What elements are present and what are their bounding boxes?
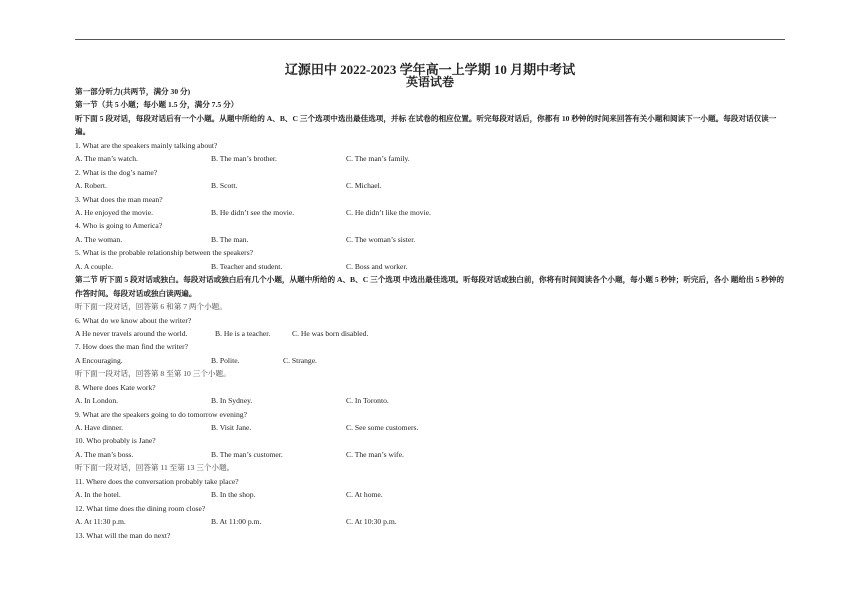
- options-5: [75, 260, 787, 273]
- option-11c: C. At home.: [346, 490, 383, 500]
- options-8: [75, 394, 787, 407]
- option-6b: B. He is a teacher.: [215, 328, 271, 338]
- option-2c: C. Michael.: [346, 181, 382, 191]
- option-3a: A. He enjoyed the movie.: [75, 207, 154, 217]
- options-11: [75, 488, 787, 501]
- option-7a: A Encouraging.: [75, 355, 123, 365]
- section1-instructions: 听下面 5 段对话，每段对话后有一个小题。从题中所给的 A、B、C 三个选项中选出最佳选项，并标 在试卷的相应位置。听完每段对话后，你都有 10 秒钟的时间来回答有关小题和阅读下一小题。每段对话仅读一遍。: [75, 113, 777, 137]
- section1-heading: 第一节（共 5 小题；每小题 1.5 分，满分 7.5 分）: [75, 100, 239, 110]
- options-6: [75, 327, 787, 340]
- options-10: [75, 448, 787, 461]
- question-5: 5. What is the probable relationship between the speakers?: [75, 248, 254, 258]
- question-6: 6. What do we know about the writer?: [75, 315, 192, 325]
- listening-note-3: 听下面一段对话，回答第 11 至第 13 三个小题。: [75, 463, 235, 473]
- question-4: 4. Who is going to America?: [75, 221, 163, 231]
- option-9b: B. Visit Jane.: [211, 423, 252, 432]
- option-6c: C. He was born disabled.: [292, 328, 369, 338]
- exam-content: [75, 85, 787, 542]
- option-7c: C. Strange.: [283, 355, 317, 365]
- option-3b: B. He didn’t see the movie.: [211, 207, 295, 217]
- option-10a: A. The man’s boss.: [75, 449, 134, 459]
- question-10: 10. Who probably is Jane?: [75, 436, 156, 446]
- question-8: 8. Where does Kate work?: [75, 382, 156, 392]
- option-5b: B. Teacher and student.: [211, 261, 283, 271]
- section2-instructions: 第二节 听下面 5 段对话或独白。每段对话或独白后有几个小题，从题中所给的 A、B、C 三个选项 中选出最佳选项。听每段对话或独白前，你将有时间阅读各个小题，每小题 5 秒钟；听完后，各小 题给出 5 秒钟的作答时间。每段对话或独白读两遍。: [75, 275, 784, 298]
- exam-subtitle: 英语试卷: [405, 75, 454, 89]
- option-1c: C. The man’s family.: [346, 154, 410, 164]
- option-7b: B. Polite.: [211, 355, 240, 365]
- option-6a: A He never travels around the world.: [75, 328, 188, 338]
- option-5a: A. A couple.: [75, 261, 113, 271]
- option-4a: A. The woman.: [75, 234, 123, 244]
- listening-note-1: 听下面一段对话，回答第 6 和第 7 两个小题。: [75, 302, 227, 312]
- option-5c: C. Boss and worker.: [346, 261, 408, 271]
- option-1a: A. The man’s watch.: [75, 154, 138, 164]
- option-1b: B. The man’s brother.: [211, 154, 277, 164]
- option-2b: B. Scott.: [211, 181, 238, 191]
- option-4b: B. The man.: [211, 234, 249, 244]
- option-3c: C. He didn’t like the movie.: [346, 207, 431, 217]
- options-9: [75, 421, 787, 434]
- question-13: 13. What will the man do next?: [75, 530, 171, 540]
- option-2a: A. Robert.: [75, 181, 107, 191]
- option-12b: B. At 11:00 p.m.: [211, 517, 262, 527]
- options-4: [75, 233, 787, 246]
- option-12c: C. At 10:30 p.m.: [346, 517, 397, 527]
- options-3: [75, 206, 787, 219]
- header-rule: [75, 39, 785, 40]
- question-7: 7. How does the man find the writer?: [75, 342, 189, 352]
- listening-note-2: 听下面一段对话，回答第 8 至第 10 三个小题。: [75, 369, 231, 379]
- option-8b: B. In Sydney.: [211, 396, 253, 406]
- question-1: 1. What are the speakers mainly talking about?: [75, 140, 218, 150]
- option-10b: B. The man’s customer.: [211, 449, 283, 459]
- option-8a: A. In London.: [75, 396, 119, 406]
- option-9c: C. See some customers.: [346, 423, 419, 432]
- option-11a: A. In the hotel.: [75, 490, 121, 500]
- option-11b: B. In the shop.: [211, 490, 256, 500]
- question-2: 2. What is the dog’s name?: [75, 167, 158, 177]
- option-12a: A. At 11:30 p.m.: [75, 517, 126, 527]
- part1-heading: 第一部分听力(共两节，满分 30 分): [75, 87, 191, 96]
- question-9: 9. What are the speakers going to do tomorrow evening?: [75, 409, 247, 419]
- option-10c: C. The man’s wife.: [346, 449, 404, 459]
- option-8c: C. In Toronto.: [346, 396, 389, 406]
- question-11: 11. Where does the conversation probably take place?: [75, 476, 239, 486]
- exam-title: 辽源田中 2022-2023 学年高一上学期 10 月期中考试: [284, 62, 576, 77]
- options-1: [75, 152, 787, 165]
- question-3: 3. What does the man mean?: [75, 194, 163, 204]
- option-4c: C. The woman’s sister.: [346, 234, 416, 244]
- options-7: [75, 354, 787, 367]
- options-12: [75, 515, 787, 528]
- question-12: 12. What time does the dining room close?: [75, 503, 206, 513]
- options-2: [75, 179, 787, 192]
- option-9a: A. Have dinner.: [75, 423, 124, 432]
